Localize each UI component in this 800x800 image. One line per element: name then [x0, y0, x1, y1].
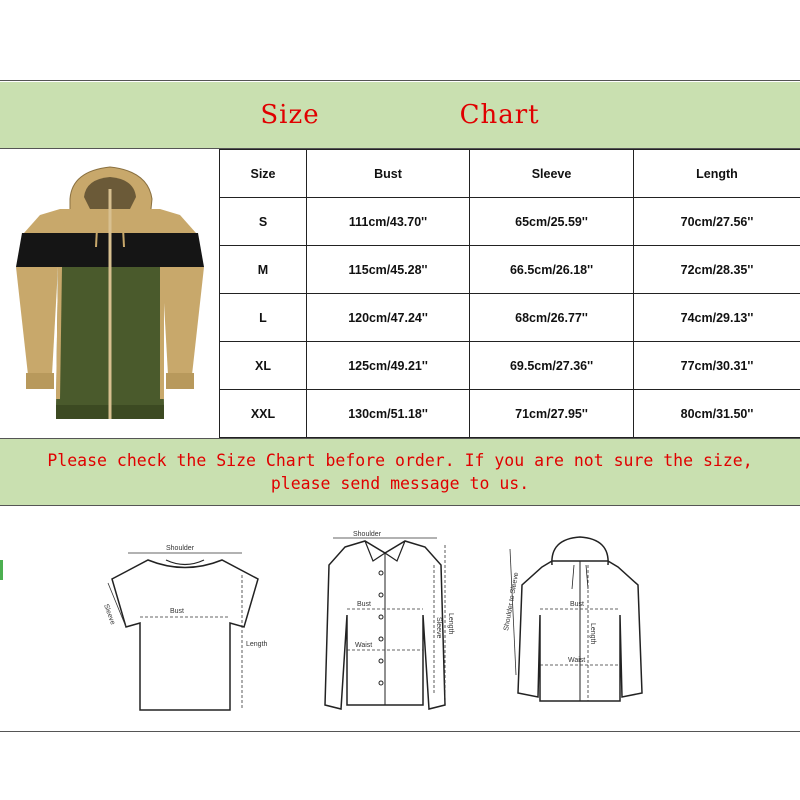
hoodie-shoulder-sleeve-label: Shoulder to Sleeve — [503, 571, 521, 632]
cell-bust: 120cm/47.24'' — [307, 294, 470, 342]
cell-sleeve: 65cm/25.59'' — [470, 198, 634, 246]
tshirt-bust-label: Bust — [170, 608, 185, 615]
header-size: Size — [220, 150, 307, 198]
cell-length: 74cm/29.13'' — [634, 294, 800, 342]
cell-length: 77cm/30.31'' — [634, 342, 800, 390]
table-row — [220, 246, 800, 294]
tshirt-length-label: Length — [246, 641, 268, 648]
title-band — [0, 82, 800, 149]
cell-length: 72cm/28.35'' — [634, 246, 800, 294]
cell-size: XL — [220, 342, 307, 390]
tshirt-diagram — [90, 505, 280, 725]
cell-sleeve: 71cm/27.95'' — [470, 390, 634, 438]
cell-bust: 115cm/45.28'' — [307, 246, 470, 294]
shirt-sleeve-label: Sleeve — [435, 617, 442, 639]
hoodie-bust-label: Bust — [570, 601, 585, 608]
shirt-waist-label: Waist — [355, 642, 373, 649]
hoodie-waist-label: Waist — [568, 657, 586, 664]
cell-size: L — [220, 294, 307, 342]
shirt-shoulder-label: Shoulder — [353, 531, 382, 538]
table-header-row — [220, 150, 800, 198]
cell-sleeve: 69.5cm/27.36'' — [470, 342, 634, 390]
cell-size: M — [220, 246, 307, 294]
hoodie-product-photo — [0, 149, 219, 437]
size-table-wrap — [219, 149, 800, 437]
note-line-2: please send message to us. — [270, 474, 530, 493]
shirt-bust-label: Bust — [357, 601, 372, 608]
header-length: Length — [634, 150, 800, 198]
shirt-diagram — [295, 505, 475, 725]
header-bust: Bust — [307, 150, 470, 198]
tshirt-shoulder-label: Shoulder — [166, 545, 195, 552]
tshirt-sleeve-label: Sleeve — [102, 603, 117, 626]
cell-length: 80cm/31.50'' — [634, 390, 800, 438]
cell-bust: 125cm/49.21'' — [307, 342, 470, 390]
title-size: Size — [260, 100, 320, 130]
table-row — [220, 390, 800, 438]
cell-length: 70cm/27.56'' — [634, 198, 800, 246]
note-band — [0, 438, 800, 506]
product-image — [0, 149, 219, 437]
table-row — [220, 342, 800, 390]
cell-bust: 130cm/51.18'' — [307, 390, 470, 438]
cell-bust: 111cm/43.70'' — [307, 198, 470, 246]
hoodie-diagram — [490, 505, 670, 725]
title-chart: Chart — [459, 100, 540, 130]
note-line-1: Please check the Size Chart before order. If you are not sure the size, — [47, 451, 753, 470]
cell-sleeve: 66.5cm/26.18'' — [470, 246, 634, 294]
measurement-diagrams — [0, 505, 800, 730]
cell-size: XXL — [220, 390, 307, 438]
hoodie-length-label: Length — [589, 623, 596, 645]
table-row — [220, 198, 800, 246]
shirt-length-label: Length — [447, 613, 454, 635]
header-sleeve: Sleeve — [470, 150, 634, 198]
table-row — [220, 294, 800, 342]
edge-marker — [0, 560, 3, 580]
cell-size: S — [220, 198, 307, 246]
cell-sleeve: 68cm/26.77'' — [470, 294, 634, 342]
size-table — [219, 149, 800, 438]
